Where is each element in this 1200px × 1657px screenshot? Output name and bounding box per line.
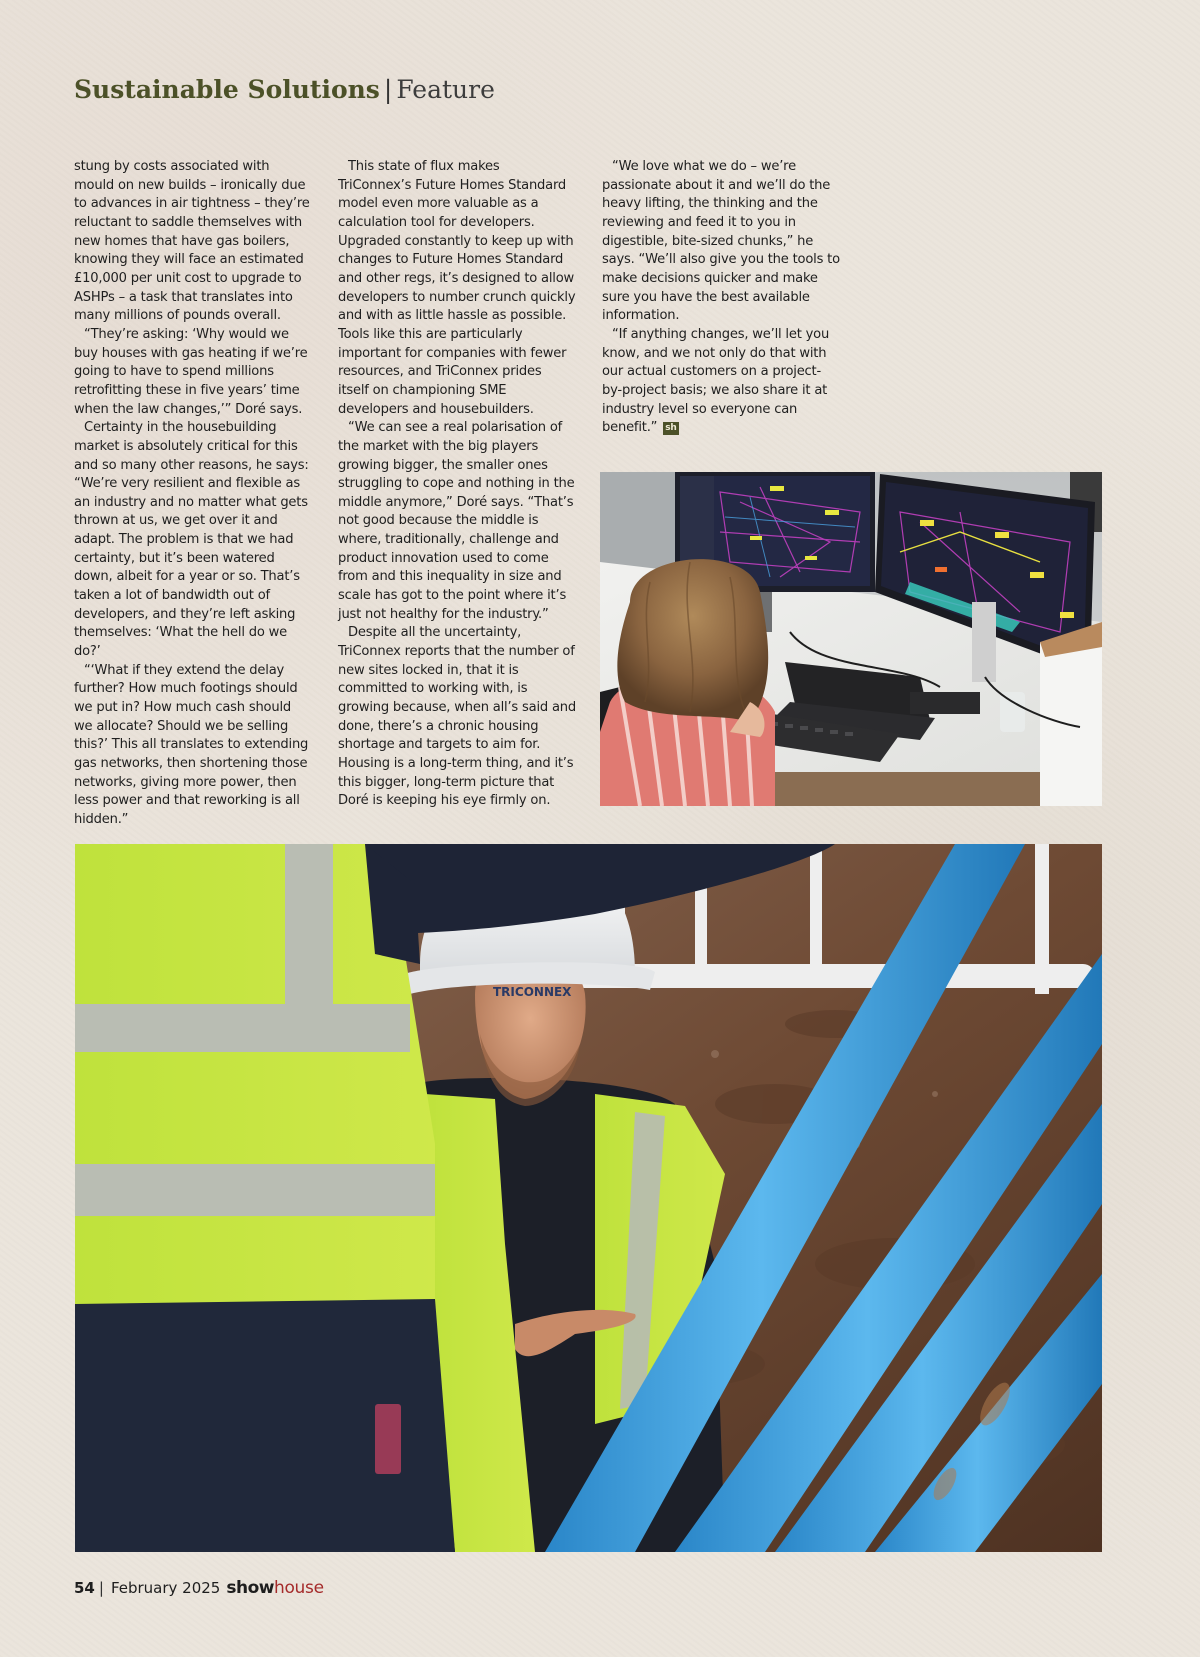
paragraph-text: “If anything changes, we’ll let you know, and we not only do that with our actual customers on a project-by-project basis; we also share it at industry level so everyone can benefit.” bbox=[602, 326, 830, 436]
page-footer bbox=[74, 1575, 324, 1601]
page-number: 54 bbox=[74, 1579, 95, 1597]
paragraph: Despite all the uncertainty, TriConnex reports that the number of new sites locked in, that it is committed to working with, is growing because, when all’s said and done, there’s a chronic housing shortage and targets to aim for. Housing is a long-term thing, and it’s this bigger, long-term picture that Doré is keeping his eye firmly on. bbox=[338, 625, 576, 809]
brand-name-accent: house bbox=[273, 1578, 324, 1598]
section-kind: Feature bbox=[396, 75, 495, 104]
paragraph: “‘What if they extend the delay further? How much footings should we put in? How much cash should we allocate? Should we be selling this?’ This all translates to extending gas networks, then shortening those networks, giving more power, then less power and that reworking is all hidden.” bbox=[74, 662, 309, 827]
section-header bbox=[74, 70, 495, 110]
paragraph: This state of flux makes TriConnex’s Future Homes Standard model even more valuable as a calculation tool for developers. Upgraded constantly to keep up with changes to Future Homes Standard and other regs, it’s designed to allow developers to number crunch quickly and with as little hassle as possible. Tools like this are particularly important for companies with fewer resources, and TriConnex prides itself on championing SME developers and housebuilders. bbox=[338, 159, 576, 417]
article-column-2 bbox=[338, 158, 576, 811]
paragraph: “We love what we do – we’re passionate about it and we’ll do the heavy lifting, the thinking and the reviewing and feed it to you in digestible, bite-sized chunks,” he says. “We’ll also give you the tools to make decisions quicker and make sure you have the best available information. bbox=[602, 159, 840, 324]
footer-separator: | bbox=[98, 1579, 104, 1597]
helmet-logo-text: TRICONNEX bbox=[493, 985, 572, 999]
paragraph bbox=[602, 326, 840, 438]
header-separator: | bbox=[383, 75, 393, 104]
paragraph: stung by costs associated with mould on new builds – ironically due to advances in air tightness – they’re reluctant to saddle themselves with new homes that have gas boilers, knowing they will face an estimated £10,000 per unit cost to upgrade to ASHPs – a task that translates into many millions of pounds overall. bbox=[74, 159, 310, 324]
site-photo bbox=[75, 844, 1102, 1552]
article-column-1 bbox=[74, 158, 312, 830]
paragraph: Certainty in the housebuilding market is absolutely critical for this and so many other reasons, he says: “We’re very resilient and flexible as an industry and no matter what gets thrown at us, we get over it and adapt. The problem is that we had certainty, but it’s been watered down, albeit for a year or so. That’s taken a lot of bandwidth out of developers, and they’re left asking themselves: ‘What the hell do we do?’ bbox=[74, 420, 309, 660]
end-of-article-mark: sh bbox=[665, 423, 677, 434]
issue-date: February 2025 bbox=[110, 1579, 221, 1597]
paragraph: “They’re asking: ‘Why would we buy houses with gas heating if we’re going to have to spend millions retrofitting these in five years’ time when the law changes,’” Doré says. bbox=[74, 326, 308, 417]
office-photo bbox=[600, 472, 1102, 806]
brand-name-bold: show bbox=[226, 1578, 274, 1598]
section-title: Sustainable Solutions bbox=[74, 75, 380, 104]
paragraph: “We can see a real polarisation of the market with the big players growing bigger, the smaller ones struggling to cope and nothing in the middle anymore,” Doré says. “That’s not good because the middle is where, traditionally, challenge and product innovation used to come from and this inequality in size and scale has got to the point where it’s just not healthy for the industry.” bbox=[338, 420, 575, 622]
article-column-3 bbox=[602, 158, 840, 438]
